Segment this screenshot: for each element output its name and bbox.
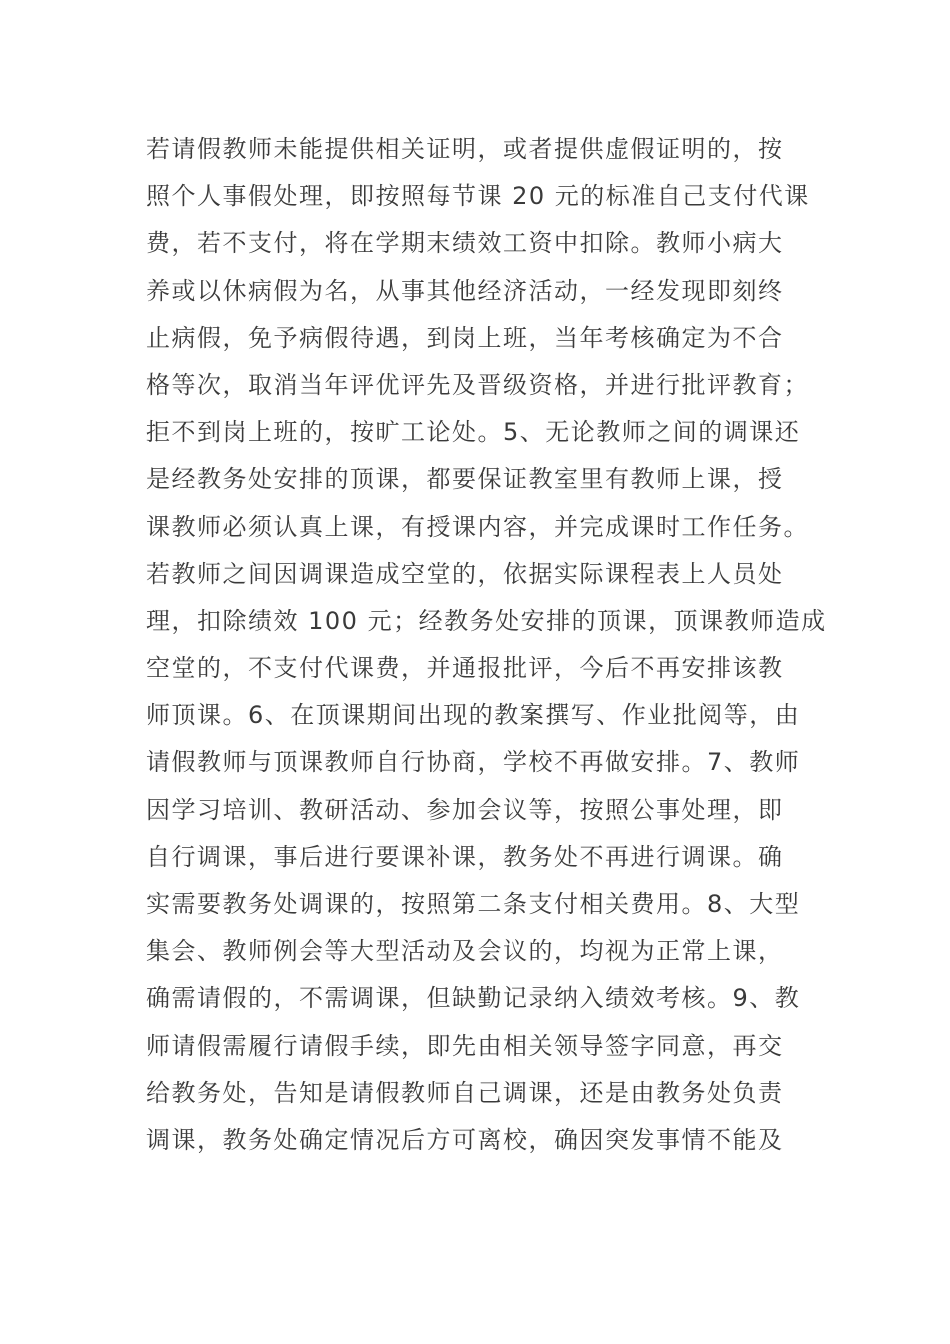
- text-line: 若请假教师未能提供相关证明，或者提供虚假证明的，按: [146, 135, 784, 163]
- text-line: 集会、教师例会等大型活动及会议的，均视为正常上课，: [146, 937, 784, 966]
- text-line: 给教务处，告知是请假教师自己调课，还是由教务处负责: [146, 1078, 784, 1107]
- text-line: 确需请假的，不需调课，但缺勤记录纳入绩效考核。9、教: [146, 984, 801, 1013]
- text-line: 自行调课，事后进行要课补课，教务处不再进行调课。确: [146, 842, 784, 871]
- text-line: 理，扣除绩效 100 元；经教务处安排的顶课，顶课教师造成: [146, 606, 827, 635]
- text-line: 调课，教务处确定情况后方可离校，确因突发事情不能及: [146, 1125, 784, 1154]
- text-line: 拒不到岗上班的，按旷工论处。5、无论教师之间的调课还: [146, 418, 801, 447]
- text-line: 止病假，免予病假待遇，到岗上班，当年考核确定为不合: [146, 323, 784, 352]
- text-line: 课教师必须认真上课，有授课内容，并完成课时工作任务。: [146, 512, 809, 541]
- text-line: 实需要教务处调课的，按照第二条支付相关费用。8、大型: [146, 890, 801, 918]
- text-line: 是经教务处安排的顶课，都要保证教室里有教师上课，授: [146, 465, 784, 494]
- text-line: 费，若不支付，将在学期末绩效工资中扣除。教师小病大: [146, 229, 784, 258]
- text-line: 师请假需履行请假手续，即先由相关领导签字同意，再交: [146, 1031, 784, 1060]
- text-line: 养或以休病假为名，从事其他经济活动，一经发现即刻终: [146, 276, 784, 305]
- body-text: [146, 126, 827, 1164]
- text-line: 因学习培训、教研活动、参加会议等，按照公事处理，即: [146, 795, 784, 824]
- text-line: 师顶课。6、在顶课期间出现的教案撰写、作业批阅等，由: [146, 701, 801, 730]
- text-line: 照个人事假处理，即按照每节课 20 元的标准自己支付代课: [146, 182, 810, 211]
- text-line: 若教师之间因调课造成空堂的，依据实际课程表上人员处: [146, 559, 784, 588]
- text-line: 空堂的，不支付代课费，并通报批评，今后不再安排该教: [146, 654, 784, 683]
- text-line: 格等次，取消当年评优评先及晋级资格，并进行批评教育；: [146, 370, 809, 399]
- text-line: 请假教师与顶课教师自行协商，学校不再做安排。7、教师: [146, 748, 801, 777]
